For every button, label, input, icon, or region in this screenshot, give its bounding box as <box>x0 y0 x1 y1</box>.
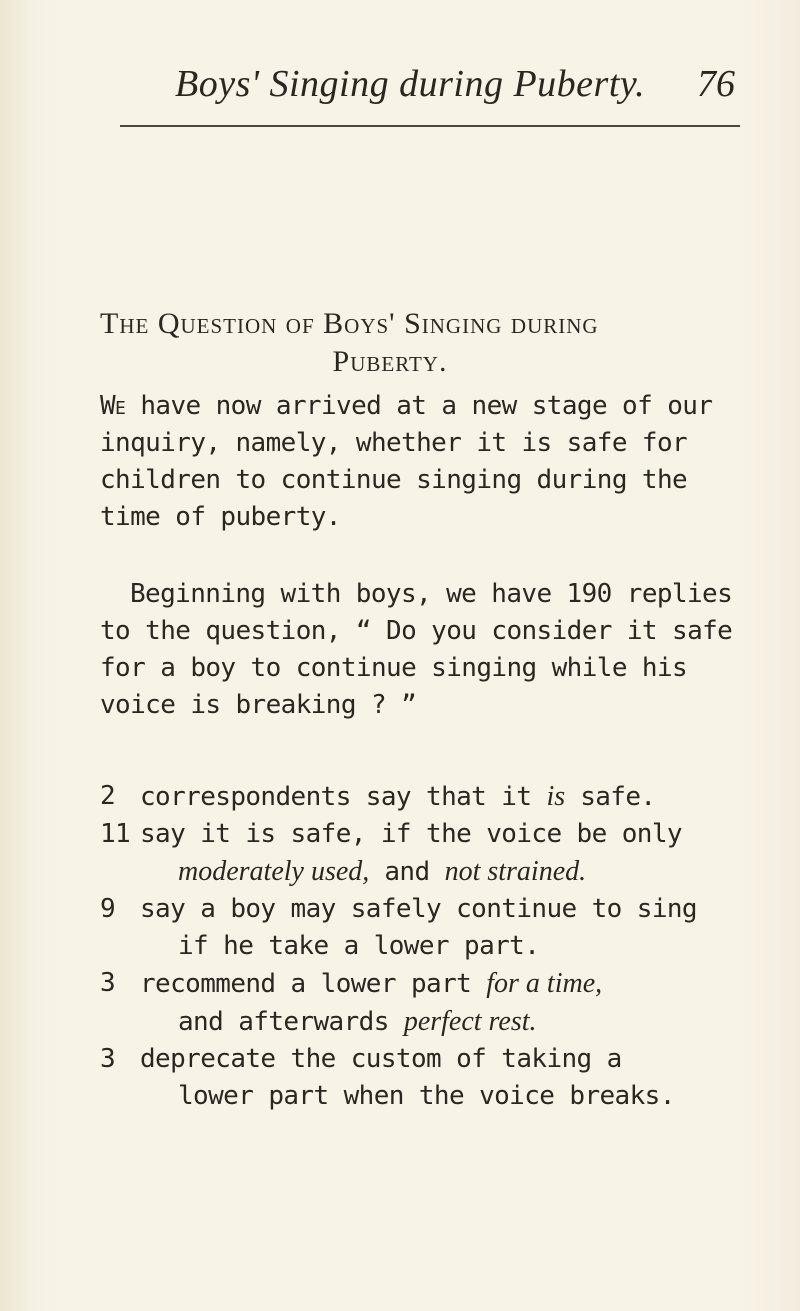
response-count: 2 <box>100 781 116 811</box>
running-title: Boys' Singing during Puberty. <box>175 63 646 105</box>
response-cont-italic-2: not strained. <box>444 856 587 887</box>
page-number: 76 <box>697 63 735 105</box>
response-count: 3 <box>100 1044 116 1074</box>
response-continuation: if he take a lower part. <box>178 931 540 961</box>
paragraph-2: Beginning with boys, we have 190 replies to the question, “ Do you consider it safe for a boy to continue singing while his voice is breaking ? ” <box>100 579 733 720</box>
response-continuation <box>140 1003 760 1041</box>
response-cont-text: and <box>369 857 445 887</box>
list-item <box>100 891 760 965</box>
response-continuation: lower part when the voice breaks. <box>178 1081 675 1111</box>
list-item <box>100 1041 760 1115</box>
response-text-italic: is <box>546 781 566 812</box>
response-count: 9 <box>100 894 116 924</box>
list-item <box>100 778 760 816</box>
response-cont-text: and afterwards <box>178 1007 404 1037</box>
section-heading-line2: Puberty. <box>332 345 448 378</box>
header-rule <box>120 125 740 127</box>
response-text: say it is safe, if the voice be only <box>140 819 682 849</box>
list-item <box>100 816 760 891</box>
response-text: recommend a lower part <box>140 969 487 999</box>
response-text-end: safe. <box>565 782 656 812</box>
response-count: 3 <box>100 968 116 998</box>
response-continuation <box>140 853 760 891</box>
section-heading <box>100 305 740 381</box>
section-heading-line1: The Question of Boys' Singing during <box>100 307 599 340</box>
paragraph-1-lead: We <box>100 391 126 421</box>
response-cont-italic: moderately used, <box>178 856 370 887</box>
response-text: correspondents say that it <box>140 782 547 812</box>
response-text: deprecate the custom of taking a <box>140 1044 622 1074</box>
responses-list <box>100 778 760 1115</box>
paragraph-1-text: have now arrived at a new stage of our inquiry, namely, whether it is safe for children to continue singing during the time of puberty. <box>100 391 713 532</box>
paragraph-1 <box>100 388 740 536</box>
running-head <box>120 62 740 112</box>
response-text-italic: for a time, <box>486 968 603 999</box>
response-text: say a boy may safely continue to sing <box>140 894 697 924</box>
response-cont-italic-2: perfect rest. <box>403 1006 537 1037</box>
list-item <box>100 965 760 1041</box>
response-count: 11 <box>100 819 131 849</box>
